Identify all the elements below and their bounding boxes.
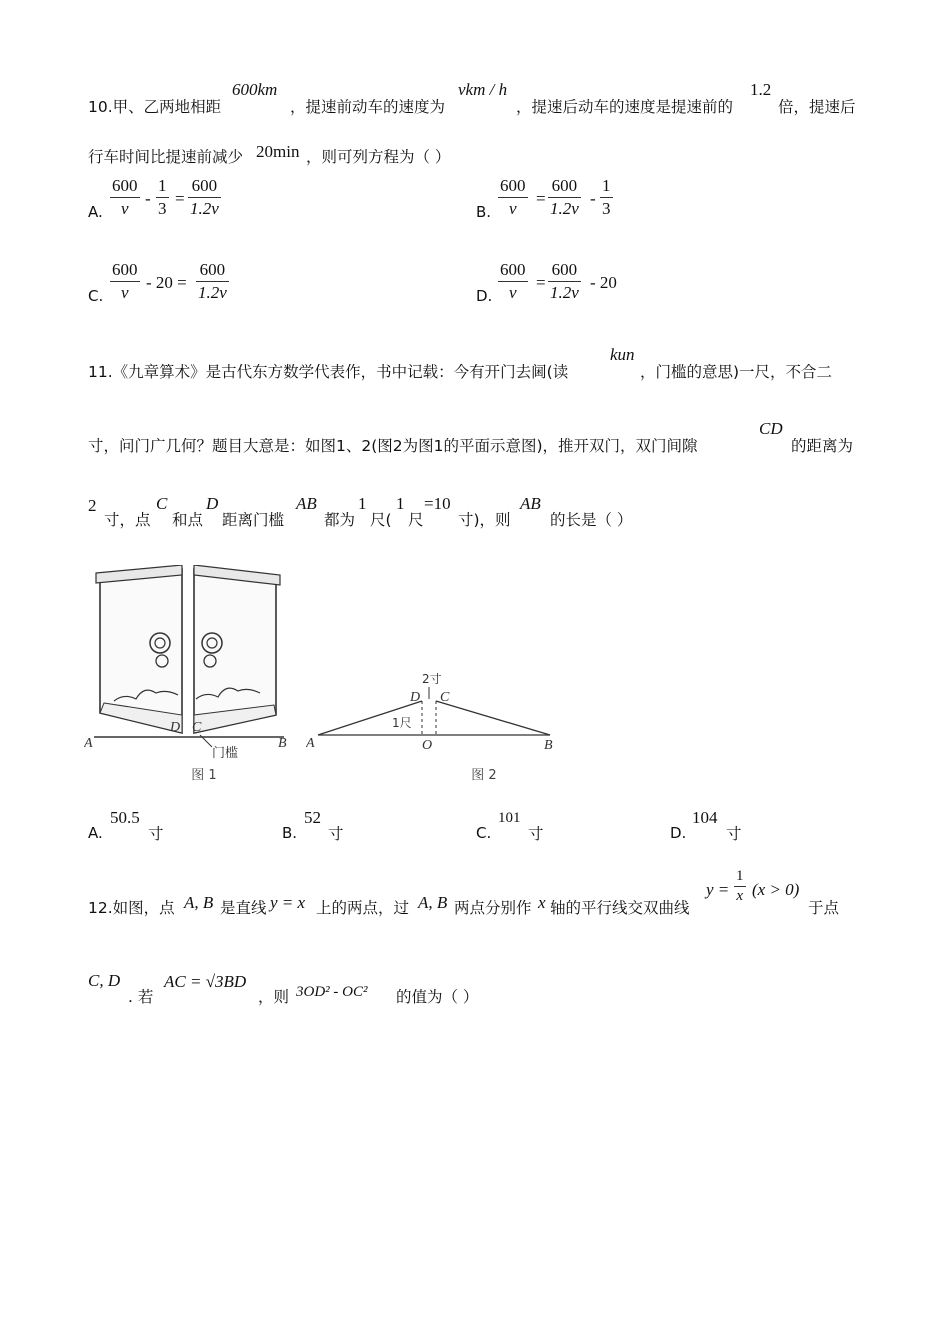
q12-text: 于点 <box>808 899 840 917</box>
q10-text: ，提速后动车的速度是提速前的 <box>516 98 734 116</box>
fig1-label-a: A <box>84 736 93 751</box>
option-a-value: 50.5 <box>110 808 140 827</box>
q12-line1 <box>88 896 175 918</box>
q12-points-ab: A, B <box>184 893 214 912</box>
q11-text: 距离门槛 <box>222 511 285 529</box>
figure-2-diagram <box>306 665 562 790</box>
q12-text: 两点分别作 <box>454 899 532 917</box>
fig2-label-d: D <box>410 690 421 705</box>
q12-text: . 若 <box>128 988 154 1006</box>
fig1-label-d: D <box>170 720 181 735</box>
q12-curve-condition: (x > 0) <box>752 880 800 899</box>
q12-text: 是直线 <box>220 899 267 917</box>
q10-speed: vkm / h <box>458 80 508 99</box>
q10-text: 倍，提速后 <box>778 98 856 116</box>
fig1-caption: 图 1 <box>191 768 217 783</box>
fraction: 600 1.2v <box>550 176 579 218</box>
q11-value: 1 <box>358 494 367 513</box>
option-b-label: B. <box>476 203 492 221</box>
q11-kun: kun <box>610 345 635 364</box>
q11-text: 和点 <box>172 511 204 529</box>
fig2-top-label: 2寸 <box>422 672 442 686</box>
fraction: 600 v <box>500 176 526 218</box>
q11-text: 的距离为 <box>791 437 854 455</box>
q12-points-ab: A, B <box>418 893 448 912</box>
fraction: 600 v <box>500 260 526 302</box>
q11-text: 尺( <box>370 511 392 529</box>
q11-number: 11. <box>88 363 113 381</box>
operator: = <box>175 189 185 208</box>
q10-distance: 600km <box>232 80 278 99</box>
operator: - <box>145 189 151 208</box>
q10-factor: 1.2 <box>750 80 772 99</box>
q11-line1 <box>88 360 568 382</box>
fig2-label-o: O <box>422 738 433 753</box>
q11-ab: AB <box>296 494 317 513</box>
q11-text: 的长是（ ） <box>550 511 633 529</box>
q12-condition: AC = √3BD <box>164 972 247 991</box>
q10-text: ，则可列方程为（ ） <box>306 148 451 166</box>
fraction: 1 3 <box>158 176 167 218</box>
operator: - 20 <box>590 273 617 292</box>
q12-points-cd: C, D <box>88 971 121 990</box>
q10-text: 甲、乙两地相距 <box>112 98 222 116</box>
q12-text: 轴的平行线交双曲线 <box>550 899 690 917</box>
operator: - 20 = <box>146 273 187 292</box>
fig2-label-c: C <box>440 690 450 705</box>
option-a-unit: 寸 <box>148 825 164 843</box>
q11-cd: CD <box>759 419 783 438</box>
q12-text: 上的两点，过 <box>316 899 410 917</box>
q11-point-c: C <box>156 494 168 513</box>
option-b-unit: 寸 <box>328 825 344 843</box>
fraction: 600 1.2v <box>190 176 219 218</box>
operator: = <box>536 273 546 292</box>
q11-point-d: D <box>206 494 219 513</box>
q12-text: 如图，点 <box>112 899 175 917</box>
q11-text: 《九章算术》是古代东方数学代表作，书中记载：今有开门去阃(读 <box>112 363 569 381</box>
option-d-label: D. <box>670 824 687 842</box>
q10-text: 行车时间比提速前减少 <box>88 148 244 166</box>
q11-text: 寸，点 <box>104 511 151 529</box>
q10-number: 10. <box>88 98 113 116</box>
q12-curve-lhs: y = <box>706 880 730 899</box>
option-b-label: B. <box>282 824 298 842</box>
q10-reduce-time: 20min <box>256 142 300 161</box>
option-c-value: 101 <box>498 810 521 826</box>
option-a-label: A. <box>88 203 103 221</box>
q11-value: 2 <box>88 496 97 515</box>
q12-curve-fraction: 1 x <box>736 868 744 904</box>
q12-number: 12. <box>88 899 113 917</box>
option-d-unit: 寸 <box>726 825 742 843</box>
fig2-line-cb <box>436 701 550 735</box>
operator: = <box>536 189 546 208</box>
q11-ab: AB <box>520 494 541 513</box>
fraction: 600 v <box>112 260 138 302</box>
operator: - <box>590 189 596 208</box>
q12-text: ，则 <box>258 988 290 1006</box>
q12-line-eq: y = x <box>270 893 306 912</box>
fig2-label-b: B <box>544 738 553 753</box>
option-c-unit: 寸 <box>528 825 544 843</box>
fig2-label-a: A <box>306 736 315 751</box>
q10-line1 <box>88 95 221 117</box>
option-a-label: A. <box>88 824 103 842</box>
q10-text: ，提速前动车的速度为 <box>290 98 446 116</box>
option-d-value: 104 <box>692 808 718 827</box>
q12-text: 的值为（ ） <box>396 988 479 1006</box>
fraction: 600 1.2v <box>550 260 579 302</box>
q11-text: ，门槛的意思)一尺，不合二 <box>640 363 833 381</box>
q11-text: 寸)，则 <box>458 511 511 529</box>
fig2-side-label: 1尺 <box>392 716 412 730</box>
fraction: 600 1.2v <box>198 260 227 302</box>
fig2-caption: 图 2 <box>471 768 497 783</box>
fig1-threshold-label: 门槛 <box>212 746 239 761</box>
fig1-label-b: B <box>278 736 287 751</box>
figure-1-doors <box>84 565 300 790</box>
q11-text: 尺 <box>408 511 424 529</box>
fraction: 600 v <box>112 176 138 218</box>
q11-text: 都为 <box>324 511 356 529</box>
option-c-label: C. <box>88 287 104 305</box>
q12-axis: x <box>538 893 546 912</box>
q11-text: 寸，问门广几何？题目大意是：如图1、2(图2为图1的平面示意图)，推开双门，双门间隙 <box>88 437 698 455</box>
q11-value: =10 <box>424 494 451 513</box>
fig1-label-c: C <box>192 720 202 735</box>
q12-expression: 3OD² - OC² <box>296 984 368 1000</box>
q11-value: 1 <box>396 494 405 513</box>
option-b-value: 52 <box>304 808 321 827</box>
option-d-label: D. <box>476 287 493 305</box>
option-c-label: C. <box>476 824 492 842</box>
fraction: 1 3 <box>602 176 611 218</box>
